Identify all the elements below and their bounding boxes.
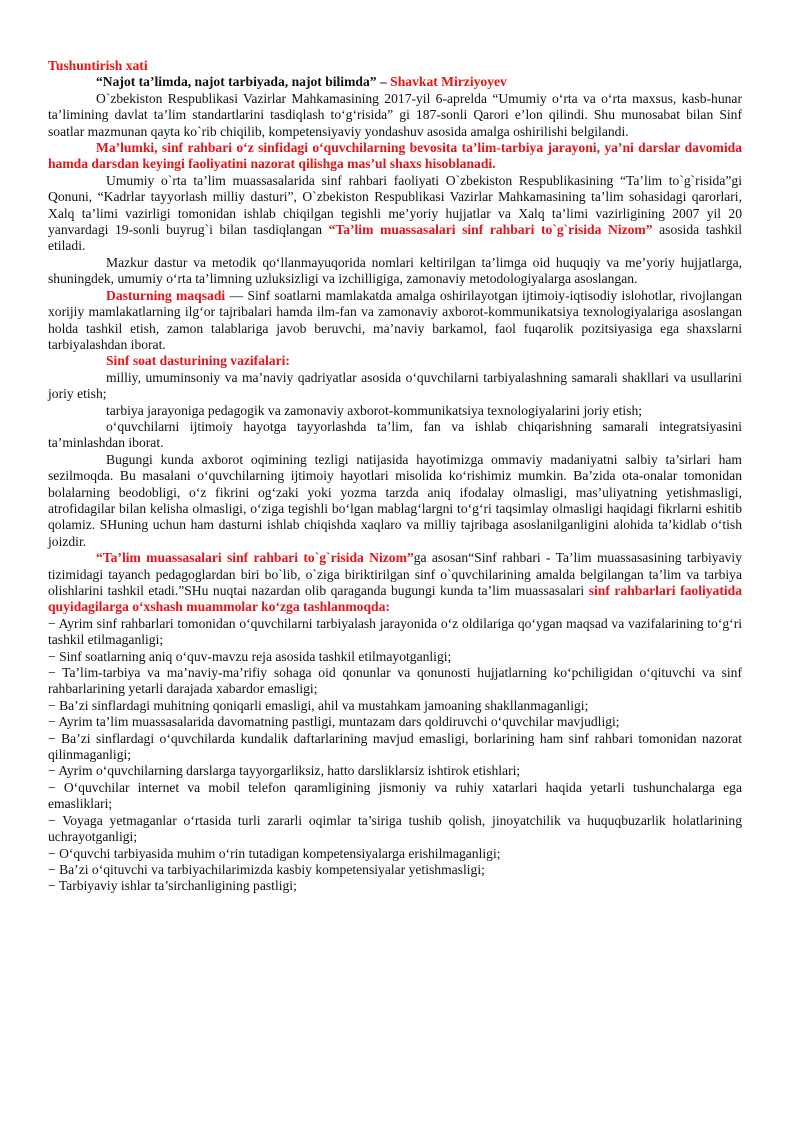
document-title: Tushuntirish xati bbox=[48, 58, 148, 73]
motto bbox=[48, 74, 742, 90]
problem-item: − O‘quvchilar internet va mobil telefon qaramligining jismoniy va ruhiy xatarlari haqida yetarli tushunchalarga ega emasliklari; bbox=[48, 779, 742, 812]
problems-lead: sinf rahbarlari faoliyatida quyidagilarga o‘xshash muammolar ko‘zga tashlanmoqda: bbox=[48, 583, 743, 615]
legal-basis-text: Umumiy o`rta ta’lim muassasalarida sinf rahbari faoliyati O`zbekiston Respublikasining “Ta’lim to`g`risida”gi Qonuni, “Kadrlar tayyorlash milliy dasturi”, O`zbekiston Respublikasi Vazirlar Mahkamasining ta’lim sohasidagi qarorlari, Xalq ta’limi vazirligi tomonidan ishlab chiqilgan tegishli me’yoriy hujjatlar va Xalq ta’limi vazirligining 2007 yil 20 yanvardagi 19-sonli buyrug`i bilan tasdiqlangan bbox=[48, 172, 742, 238]
problem-item: − Ayrim o‘quvchilarning darslarga tayyorgarliksiz, hatto darsliklarsiz ishtirok etishlari; bbox=[48, 763, 521, 779]
problem-item: − Ayrim ta’lim muassasalarida davomatning pastligi, muntazam dars qoldiruvchi o‘quvchilar mavjudligi; bbox=[48, 714, 620, 730]
paragraph-methodology: Mazkur dastur va metodik qo‘llanmayuqorida nomlari keltirilgan ta’limga oid huquqiy va me’yoriy hujjatlarga, shuningdek, umumiy o‘rta ta’limning uzluksizligi va izchilligiga, zamonaviy metodologiyalarga asoslangan. bbox=[48, 254, 742, 287]
problem-item: − Ba’zi sinflardagi o‘quvchilarda kundalik daftarlarining mavjud emasligi, borlarining ham sinf rahbari tomonidan nazorat qilinmaganligi; bbox=[48, 730, 742, 763]
paragraph-goal bbox=[48, 288, 742, 354]
problem-item: − Ba’zi sinflardagi muhitning qoniqarli emasligi, ahil va mustahkam jamoaning shakllanmaganligi; bbox=[48, 697, 589, 713]
tasks-heading: Sinf soat dasturining vazifalari: bbox=[106, 353, 290, 369]
task-item: o‘quvchilarni ijtimoiy hayotga tayyorlashda ta’lim, fan va ishlab chiqarishning samarali integratsiyasini ta’minlashdan iborat. bbox=[48, 418, 742, 451]
paragraph-definition: Ma’lumki, sinf rahbari o‘z sinfidagi o‘quvchilarning bevosita ta’lim-tarbiya jarayoni, ya’ni darslar davomida hamda darsdan keyingi faoliyatini nazorat qilishga mas’ul shaxs hisoblanadi. bbox=[48, 140, 742, 172]
problem-item: − Voyaga yetmaganlar o‘rtasida turli zararli oqimlar ta’siriga tushib qolish, jinoyatchilik va huquqbuzarlik holatlarining uchrayotganligi; bbox=[48, 812, 742, 845]
nizom-reference-2: “Ta’lim muassasalari sinf rahbari to`g`risida Nizom” bbox=[96, 550, 414, 566]
paragraph-problems-intro bbox=[48, 550, 742, 616]
problems-list bbox=[48, 616, 742, 895]
problem-item: − Ayrim sinf rahbarlari tomonidan o‘quvchilarni tarbiyalash jarayonida o‘z oldilariga qo‘ygan maqsad va vazifalarining to‘g‘ri tashkil etilmaganligi; bbox=[48, 615, 742, 648]
nizom-reference: “Ta’lim muassasalari sinf rahbari to`g`risida Nizom” bbox=[328, 222, 653, 238]
paragraph-mass-culture: Bugungi kunda axborot oqimining tezligi natijasida hayotimizga ommaviy madaniyatni salbiy ta’sirlari ham sezilmoqda. Bu masalani o‘quvchilarning ijtimoiy hayotlari misolida ko‘rishimiz mumkin. Ba’zida ota-onalar tomonidan bolalarning beodobligi, o‘z fikrini og‘zaki yoki yozma tarzda aniq ifodalay olmasligi, mas’uliyatning yetishmasligi, atrofidagilar bilan kelisha olmasligi, o‘ziga tegishli bo‘lgan mablag‘largni to‘g‘ri taqsimlay olmasligi haqidagi fikrlarni eshitib qolamiz. SHuning uchun ham dasturni ishlab chiqishda xaqlaro va milliy tajribaga asoslanilganligini alohida ta’kidlab o‘tish joizdir. bbox=[48, 451, 742, 549]
problem-item: − Ba’zi o‘qituvchi va tarbiyachilarimizda kasbiy kompetensiyalar yetishmasligi; bbox=[48, 861, 485, 877]
paragraph-legal-basis bbox=[48, 173, 742, 255]
task-item: milliy, umuminsoniy va ma’naviy qadriyatlar asosida o‘quvchilarni tarbiyalashning samarali shakllari va usullarini joriy etish; bbox=[48, 369, 742, 402]
paragraph-intro: O`zbekiston Respublikasi Vazirlar Mahkamasining 2017-yil 6-aprelda “Umumiy o‘rta va o‘rta maxsus, kasb-hunar ta’limining davlat ta’lim standartlarini tasdiqlash to‘g‘risida” gi 187-sonli Qarori e’lon qilindi. Shu munosabat bilan Sinf soatlar mazmunan qayta ko`rib chiqilib, kompetensiyaviy yondashuv asosida amalga oshirilishi belgilandi. bbox=[48, 90, 742, 139]
legal-basis-tail: asosida tashkil etiladi. bbox=[48, 222, 742, 254]
goal-label: Dasturning maqsadi bbox=[106, 287, 226, 303]
goal-text: — Sinf soatlarni mamlakatda amalga oshirilayotgan ijtimoiy-iqtisodiy islohotlar, rivojlangan xorijiy mamlakatlarning ilg‘or tajribalari hamda ilm-fan va zamonaviy axborot-kommunikatsiya texnologiyalariga asoslangan holda tashkil etish, zamon talablariga javob beruvchi, ma’naviy barkamol, faol fuqarolik pozitsiyasiga ega shaxslarni tarbiyalashdan iborat. bbox=[48, 287, 742, 352]
problems-intro-text: ga asosan“Sinf rahbari - Ta’lim muassasasining tarbiyaviy tizimidagi tayanch pedagoglardan biri bo`lib, o`ziga biriktirilgan sinf o`quvchilarining amalda belgilangan ta’lim va tarbiya olishlarini tashkil etadi.”SHu nuqtai nazardan olib qaraganda bugungi kunda ta’lim muassasalari bbox=[48, 550, 742, 598]
problem-item: − O‘quvchi tarbiyasida muhim o‘rin tutadigan kompetensiyalarga erishilmaganligi; bbox=[48, 845, 501, 861]
motto-author: Shavkat Mirziyoyev bbox=[386, 74, 507, 90]
problem-item: − Sinf soatlarning aniq o‘quv-mavzu reja asosida tashkil etilmayotganligi; bbox=[48, 648, 452, 664]
problem-item: − Ta’lim-tarbiya va ma’naviy-ma’rifiy sohaga oid qonunlar va qonunosti hujjatlarning ko‘pchiligidan o‘qituvchi va sinf rahbarlarining yetarli darajada xabardor emasligi; bbox=[48, 665, 742, 697]
task-item: tarbiya jarayoniga pedagogik va zamonaviy axborot-kommunikatsiya texnologiyalarini joriy etish; bbox=[106, 402, 643, 418]
problem-item: − Tarbiyaviy ishlar ta’sirchanligining pastligi; bbox=[48, 878, 297, 894]
motto-quote: “Najot ta’limda, najot tarbiyada, najot bilimda” – bbox=[96, 74, 387, 90]
